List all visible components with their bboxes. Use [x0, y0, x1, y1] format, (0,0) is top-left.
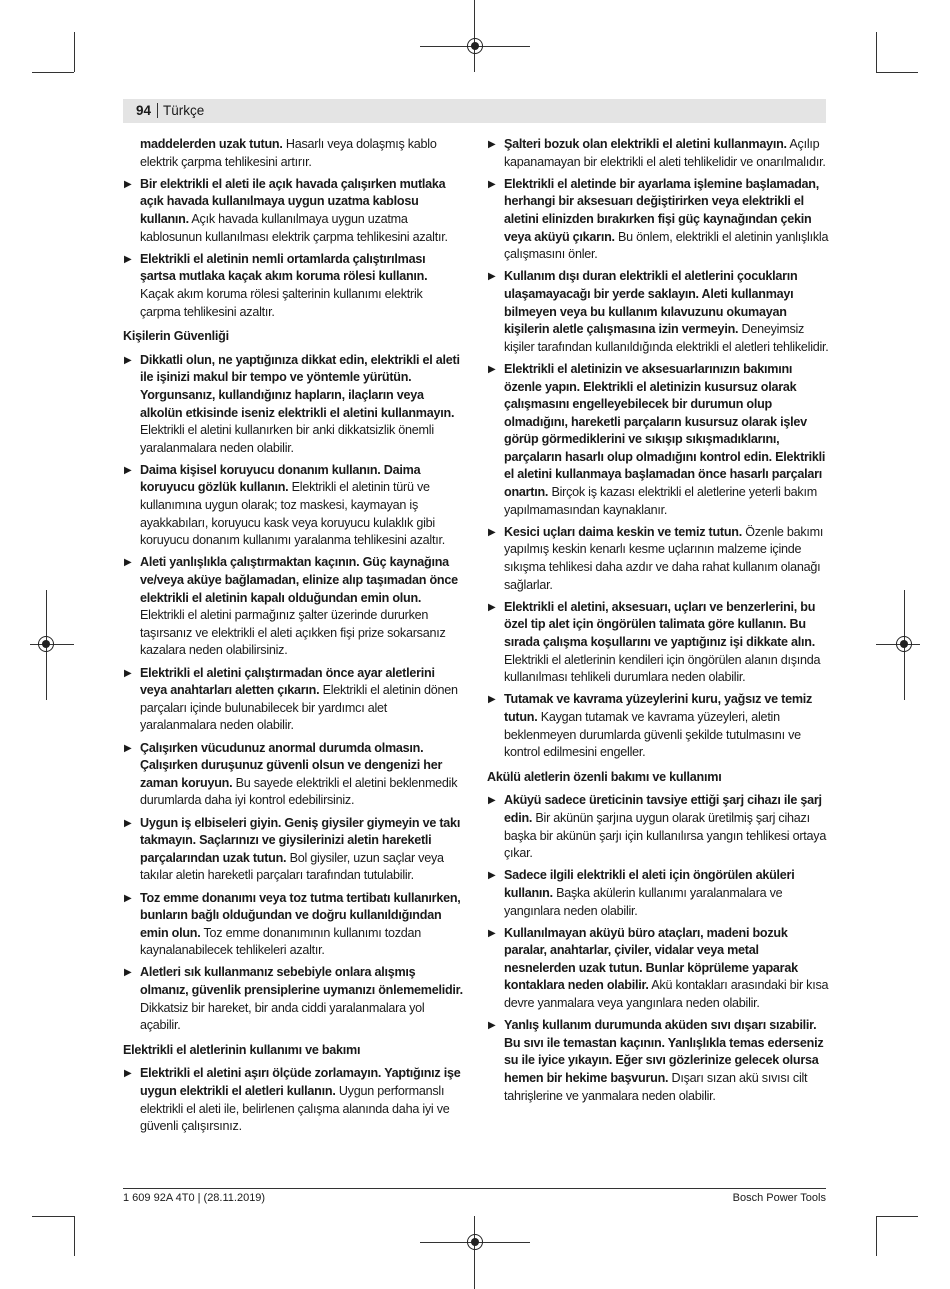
instruction-text: Hasarlı veya dolaşmış kablo elektrik çarpma tehlikesini artırır.: [140, 137, 437, 169]
registration-target-icon: [896, 636, 912, 652]
safety-instruction: [487, 361, 829, 519]
bullet-arrow-icon: ▶: [124, 557, 132, 569]
safety-instruction: [487, 268, 829, 356]
bullet-arrow-icon: ▶: [488, 363, 496, 375]
page-number: 94: [136, 103, 152, 118]
instruction-bold-text: Elektrikli el aletini çalıştırmadan önce ayar aletlerini veya anahtarları aletten çıkarın.: [140, 665, 435, 698]
instruction-text: Başka akülerin kullanımı yaralanmalara ve yangınlara neden olabilir.: [504, 885, 783, 918]
safety-instruction: [123, 352, 463, 458]
bullet-arrow-icon: ▶: [488, 1020, 496, 1032]
safety-instruction: [123, 740, 463, 810]
safety-instruction: [487, 925, 829, 1013]
instruction-bold-text: Kullanılmayan aküyü büro ataçları, madeni bozuk paralar, anahtarlar, çiviler, vidalar veya metal nesnelerden uzak tutun. Bunlar köprüleme yaparak kontaklara neden olabilir.: [504, 925, 798, 993]
safety-instruction: [487, 867, 829, 920]
continued-paragraph: [123, 136, 463, 171]
footer-brand: Bosch Power Tools: [732, 1192, 826, 1204]
instruction-bold-text: Sadece ilgili elektrikli el aleti için öngörülen aküleri kullanın.: [504, 868, 795, 900]
safety-instruction: [123, 890, 463, 960]
instruction-text: Kaçak akım koruma rölesi şalterinin kullanımı elektrik çarpma tehlikesini azaltır.: [140, 286, 423, 319]
instruction-bold-text: maddelerden uzak tutun.: [140, 137, 283, 151]
instruction-text: Özenle bakımı yapılmış keskin kenarlı kesme uçlarının malzeme içinde sıkışma tehlikesi daha azdır ve daha rahat kullanım olanağı sağlarlar.: [504, 524, 824, 592]
safety-instruction: [487, 599, 829, 687]
bullet-arrow-icon: ▶: [488, 139, 496, 150]
instruction-bold-text: Elektrikli el aletini aşırı ölçüde zorlamayın. Yaptığınız işe uygun elektrikli el aletleri kullanın.: [140, 1066, 461, 1099]
instruction-bold-text: Yanlış kullanım durumunda aküden sıvı dışarı sızabilir. Bu sıvı ile temastan kaçının. Yanlışlıkla temas ederseniz su ile iyice yıkayın. Eğer sıvı gözlerinize gelecek olursa hemen bir hekime başvurun.: [504, 1018, 824, 1086]
bullet-arrow-icon: ▶: [124, 1068, 132, 1080]
instruction-text: Elektrikli el aletini parmağınız şalter üzerinde dururken taşırsanız ve elektrikli el aleti açıkken fişi prize sokarsanız kazalara neden olabilirsiniz.: [140, 608, 446, 658]
crop-mark: [876, 32, 877, 72]
footer-rule: [123, 1188, 826, 1189]
bullet-arrow-icon: ▶: [488, 178, 496, 190]
instruction-bold-text: Aletleri sık kullanmanız sebebiyle onlara alışmış olmanız, güvenlik prensiplerine uymanızı önlememelidir.: [140, 965, 463, 998]
crop-mark: [876, 72, 918, 73]
instruction-text: Uygun performanslı elektrikli el aleti ile, belirlenen çalışma alanında daha iyi ve güvenli çalışırsınız.: [140, 1084, 450, 1134]
instruction-text: Elektrikli el aletini kullanırken bir anki dikkatsizlik önemli yaralanmalara neden olabilir.: [140, 423, 434, 455]
safety-instruction: [123, 251, 463, 321]
bullet-arrow-icon: ▶: [124, 817, 132, 829]
instruction-bold-text: Bir elektrikli el aleti ile açık havada çalışırken mutlaka açık havada kullanılmaya uygun uzatma kablosu kullanın.: [140, 176, 446, 226]
instruction-text: Elektrikli el aletinin dönen parçaları içinde bulunabilecek bir yardımcı alet yaralanmalara neden olabilir.: [140, 683, 458, 733]
bullet-arrow-icon: ▶: [124, 892, 132, 904]
page-header: [123, 99, 826, 123]
bullet-arrow-icon: ▶: [488, 870, 496, 882]
instruction-bold-text: Aleti yanlışlıkla çalıştırmaktan kaçının. Güç kaynağına ve/veya aküye bağlamadan, elinize alıp taşımadan önce elektrikli el aletinin kapalı olduğundan emin olun.: [140, 555, 458, 605]
left-column: [123, 136, 463, 1140]
instruction-text: Kaygan tutamak ve kavrama yüzeyleri, aletin beklenmeyen durumlarda güvenli şekilde tutulmasını ve kontrol edilmesini engeller.: [504, 709, 801, 760]
registration-target-icon: [467, 1234, 483, 1250]
bullet-arrow-icon: ▶: [488, 526, 496, 538]
instruction-bold-text: Uygun iş elbiseleri giyin. Geniş giysiler giymeyin ve takı takmayın. Saçlarınızı ve giysilerinizi aletin hareketli parçalarından uzak tutun.: [140, 815, 461, 865]
instruction-text: Dışarı sızan akü sıvısı cilt tahrişlerine ve yanmalara neden olabilir.: [504, 1071, 808, 1103]
section-heading: Elektrikli el aletlerinin kullanımı ve bakımı: [123, 1042, 361, 1057]
bullet-arrow-icon: ▶: [488, 694, 496, 706]
instruction-bold-text: Elektrikli el aletinizin ve aksesuarlarınızın bakımını özenle yapın. Elektrikli el aletinizin kusursuz olarak çalışmasını engelleyebilecek bir durumun olup olmadığını, hareketli parçaların kusursuz olarak işlev görüp görmediklerini ve sıkışıp sıkışmadıklarını, parçaların hasarlı olup olmadığını kontrol edin. Elektrikli el aletini kullanmaya başlamadan önce hasarlı parçaları onartın.: [504, 361, 826, 500]
safety-instruction: [487, 524, 829, 594]
bullet-arrow-icon: ▶: [488, 795, 496, 807]
crop-mark: [74, 1216, 75, 1256]
header-divider: [157, 103, 158, 118]
bullet-arrow-icon: ▶: [124, 967, 132, 979]
safety-instruction: [123, 462, 463, 550]
bullet-arrow-icon: ▶: [124, 464, 132, 476]
instruction-bold-text: Tutamak ve kavrama yüzeylerini kuru, yağsız ve temiz tutun.: [504, 692, 813, 724]
instruction-text: Bir akünün şarjına uygun olarak üretilmiş şarj cihazı başka bir akünün şarjı için kullanılırsa yangın tehlikesi ortaya çıkar.: [504, 810, 827, 861]
safety-instruction: [487, 176, 829, 264]
footer-doc-code: 1 609 92A 4T0 | (28.11.2019): [123, 1192, 266, 1204]
instruction-text: Birçok iş kazası elektrikli el aletlerine yeterli bakım yapılmamasından kaynaklanır.: [504, 485, 817, 517]
crop-mark: [74, 32, 75, 72]
bullet-arrow-icon: ▶: [124, 742, 132, 754]
registration-line: [474, 1216, 475, 1289]
safety-instruction: [123, 554, 463, 660]
bullet-arrow-icon: ▶: [488, 601, 496, 613]
instruction-text: Elektrikli el aletinin türü ve kullanımına uygun olarak; toz maskesi, kaymayan iş ayakkabıları, koruyucu kask veya koruyucu kulaklık gibi koruyucu donanım kullanımı yaralanma tehlikesini azaltır.: [140, 480, 445, 548]
instruction-bold-text: Elektrikli el aletinin nemli ortamlarda çalıştırılması şartsa mutlaka kaçak akım koruma rölesi kullanın.: [140, 251, 428, 284]
instruction-text: Dikkatsiz bir hareket, bir anda ciddi yaralanmalara yol açabilir.: [140, 1000, 425, 1033]
safety-instruction: [123, 815, 463, 885]
crop-mark: [876, 1216, 877, 1256]
instruction-bold-text: Kesici uçları daima keskin ve temiz tutun.: [504, 524, 742, 539]
instruction-bold-text: Dikkatli olun, ne yaptığınıza dikkat edin, elektrikli el aleti ile işinizi makul bir tempo ve yöntemle yürütün. Yorgunsanız, kullandığınız hapların, ilaçların veya alkolün etkisinde iseniz elektrikli el aletini kullanmayın.: [140, 352, 460, 420]
safety-instruction: [123, 964, 463, 1034]
instruction-bold-text: Aküyü sadece üreticinin tavsiye ettiği şarj cihazı ile şarj edin.: [504, 793, 822, 825]
registration-line: [474, 0, 475, 72]
section-heading: Akülü aletlerin özenli bakımı ve kullanımı: [487, 769, 722, 784]
instruction-text: Bol giysiler, uzun saçlar veya takılar aletin hareketli parçaları tarafından tutulabilir.: [140, 850, 444, 883]
instruction-text: Açık havada kullanılmaya uygun uzatma kablosunun kullanılması elektrik çarpma tehlikesini azaltır.: [140, 211, 448, 244]
instruction-text: Bu sayede elektrikli el aletini beklenmedik durumlarda daha iyi kontrol edebilirsiniz.: [140, 775, 458, 808]
crop-mark: [32, 1216, 74, 1217]
crop-mark: [32, 72, 74, 73]
crop-mark: [876, 1216, 918, 1217]
instruction-text: Açılıp kapanamayan bir elektrikli el aleti tehlikelidir ve onarılmalıdır.: [504, 137, 826, 169]
instruction-text: Elektrikli el aletlerinin kendileri için öngörülen alanın dışında kullanılması tehlikeli durumlara neden olabilir.: [504, 652, 821, 685]
safety-instruction: [487, 1017, 829, 1105]
instruction-bold-text: Kullanım dışı duran elektrikli el aletlerini çocukların ulaşamayacağı bir yerde saklayın. Aleti kullanmayı bilmeyen veya bu kullanım kılavuzunu okumayan kişilerin aletle çalışmasına izin vermeyin.: [504, 269, 798, 337]
section-heading: Kişilerin Güvenliği: [123, 329, 229, 344]
bullet-arrow-icon: ▶: [124, 354, 132, 366]
bullet-arrow-icon: ▶: [124, 178, 132, 190]
instruction-bold-text: Elektrikli el aletinde bir ayarlama işlemine başlamadan, herhangi bir aksesuarı değiştirirken veya elektrikli el aletini elinizden bırakırken fişi güç kaynağından çekin veya aküyü çıkarın.: [504, 176, 819, 244]
instruction-text: Bu önlem, elektrikli el aletinin yanlışlıkla çalışmasını önler.: [504, 229, 829, 262]
right-column: [487, 136, 829, 1110]
safety-instruction: [487, 792, 829, 862]
bullet-arrow-icon: ▶: [124, 253, 132, 265]
page-language: Türkçe: [163, 103, 205, 118]
safety-instruction: [123, 665, 463, 735]
safety-instruction: [123, 176, 463, 246]
instruction-bold-text: Elektrikli el aletini, aksesuarı, uçları ve benzerlerini, bu özel tip alet için öngörülen talimata göre kullanın. Bu sırada çalışma koşullarını ve yaptığınız işi dikkate alın.: [504, 599, 816, 649]
bullet-arrow-icon: ▶: [488, 271, 496, 283]
safety-instruction: [487, 136, 829, 171]
instruction-text: Akü kontakları arasındaki bir kısa devre yanmalara veya yangınlara neden olabilir.: [504, 978, 829, 1011]
safety-instruction: [123, 1065, 463, 1135]
instruction-bold-text: Daima kişisel koruyucu donanım kullanın. Daima koruyucu gözlük kullanın.: [140, 462, 421, 495]
safety-instruction: [487, 691, 829, 761]
instruction-bold-text: Şalteri bozuk olan elektrikli el aletini kullanmayın.: [504, 137, 787, 151]
instruction-bold-text: Toz emme donanımı veya toz tutma tertibatı kullanırken, bunların bağlı olduğundan ve doğru kullanıldığından emin olun.: [140, 890, 461, 940]
bullet-arrow-icon: ▶: [124, 667, 132, 679]
instruction-text: Toz emme donanımının kullanımı tozdan kaynalanabilecek tehlikeleri azaltır.: [140, 925, 422, 958]
bullet-arrow-icon: ▶: [488, 927, 496, 939]
registration-target-icon: [38, 636, 54, 652]
registration-target-icon: [467, 38, 483, 54]
instruction-bold-text: Çalışırken vücudunuz anormal durumda olmasın. Çalışırken duruşunuz güvenli olsun ve dengenizi her zaman koruyun.: [140, 740, 443, 790]
instruction-text: Deneyimsiz kişiler tarafından kullanıldığında elektrikli el aletleri tehlikelidir.: [504, 322, 829, 354]
